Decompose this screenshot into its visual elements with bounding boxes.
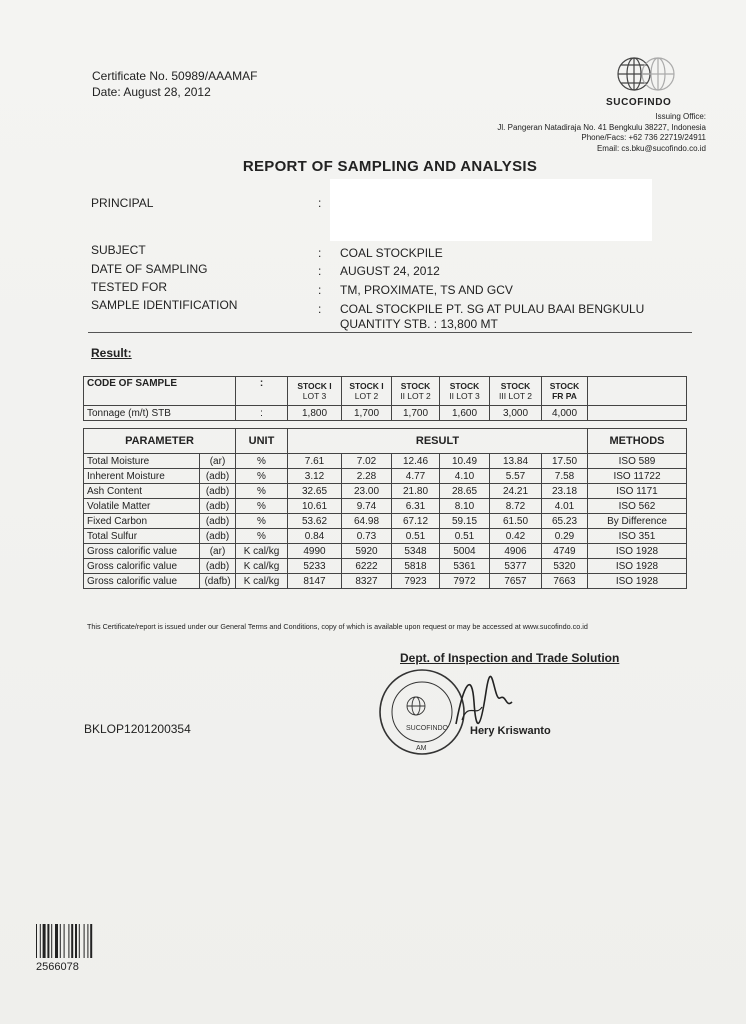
field-quantity-value: QUANTITY STB. : 13,800 MT <box>340 317 498 331</box>
unit-value: % <box>236 484 288 499</box>
result-value: 5.57 <box>490 469 542 484</box>
field-sample-id-label: SAMPLE IDENTIFICATION <box>91 298 238 312</box>
result-value: 17.50 <box>542 454 588 469</box>
divider-line <box>88 332 692 333</box>
tonnage-colon: : <box>236 406 288 421</box>
result-heading: Result: <box>91 346 132 360</box>
unit-value: % <box>236 529 288 544</box>
result-value: 64.98 <box>342 514 392 529</box>
field-principal-colon: : <box>318 196 322 210</box>
tonnage-value: 1,600 <box>440 406 490 421</box>
field-sampling-date-colon: : <box>318 264 322 278</box>
result-value: 10.61 <box>288 499 342 514</box>
sample-header: STOCK II LOT 2 <box>392 377 440 406</box>
parameter-name: Gross calorific value <box>84 544 200 559</box>
methods-header: METHODS <box>588 429 687 454</box>
issuer-email: Email: cs.bku@sucofindo.co.id <box>596 143 706 153</box>
issuer-logo-text: SUCOFINDO <box>606 97 672 108</box>
result-value: 5818 <box>392 559 440 574</box>
barcode-number: 2566078 <box>36 961 79 973</box>
parameter-basis: (adb) <box>200 559 236 574</box>
table-row <box>84 529 687 544</box>
parameter-name: Total Moisture <box>84 454 200 469</box>
parameter-name: Inherent Moisture <box>84 469 200 484</box>
field-subject-colon: : <box>318 246 322 260</box>
result-value: 6222 <box>342 559 392 574</box>
result-value: 7.02 <box>342 454 392 469</box>
result-value: 7.58 <box>542 469 588 484</box>
table-row <box>84 514 687 529</box>
redaction-box <box>330 179 652 241</box>
sample-header: STOCK I LOT 3 <box>288 377 342 406</box>
certificate-header <box>92 68 257 100</box>
code-of-sample-colon: : <box>236 377 288 406</box>
result-value: 59.15 <box>440 514 490 529</box>
result-value: 5004 <box>440 544 490 559</box>
field-principal-label: PRINCIPAL <box>91 196 154 210</box>
issuing-office-block <box>376 112 706 154</box>
result-value: 0.51 <box>440 529 490 544</box>
sample-header: STOCK FR PA <box>542 377 588 406</box>
document-number: BKLOP1201200354 <box>84 722 191 736</box>
table-row <box>84 484 687 499</box>
method-value: ISO 351 <box>588 529 687 544</box>
unit-value: % <box>236 469 288 484</box>
terms-footnote: This Certificate/report is issued under our General Terms and Conditions, copy of which is available upon request or may be accessed at www.sucofindo.co.id <box>87 622 588 631</box>
tonnage-value: 1,800 <box>288 406 342 421</box>
result-value: 3.12 <box>288 469 342 484</box>
result-value: 8147 <box>288 574 342 589</box>
result-value: 5320 <box>542 559 588 574</box>
unit-header: UNIT <box>236 429 288 454</box>
result-value: 28.65 <box>440 484 490 499</box>
unit-value: % <box>236 499 288 514</box>
tonnage-value: 1,700 <box>342 406 392 421</box>
parameter-basis: (ar) <box>200 454 236 469</box>
stamp-text: SUCOFINDO <box>406 725 448 732</box>
table-row <box>84 574 687 589</box>
result-value: 21.80 <box>392 484 440 499</box>
parameter-basis: (adb) <box>200 484 236 499</box>
result-value: 4906 <box>490 544 542 559</box>
result-value: 5233 <box>288 559 342 574</box>
tonnage-value: 3,000 <box>490 406 542 421</box>
parameter-name: Fixed Carbon <box>84 514 200 529</box>
parameter-name: Gross calorific value <box>84 574 200 589</box>
result-value: 5361 <box>440 559 490 574</box>
parameter-name: Ash Content <box>84 484 200 499</box>
field-subject-value: COAL STOCKPILE <box>340 246 443 260</box>
tonnage-value: 1,700 <box>392 406 440 421</box>
result-value: 0.84 <box>288 529 342 544</box>
field-sample-id-colon: : <box>318 302 322 316</box>
method-value: ISO 11722 <box>588 469 687 484</box>
result-value: 8327 <box>342 574 392 589</box>
result-value: 4749 <box>542 544 588 559</box>
result-value: 61.50 <box>490 514 542 529</box>
unit-value: K cal/kg <box>236 559 288 574</box>
result-value: 32.65 <box>288 484 342 499</box>
parameter-basis: (adb) <box>200 529 236 544</box>
parameter-basis: (ar) <box>200 544 236 559</box>
result-value: 4.01 <box>542 499 588 514</box>
parameter-name: Total Sulfur <box>84 529 200 544</box>
method-value: ISO 1171 <box>588 484 687 499</box>
method-value: ISO 589 <box>588 454 687 469</box>
sample-header: STOCK III LOT 2 <box>490 377 542 406</box>
result-value: 8.10 <box>440 499 490 514</box>
barcode-icon <box>36 924 106 958</box>
certificate-date: Date: August 28, 2012 <box>92 85 211 99</box>
issuing-office-label: Issuing Office: <box>655 112 706 121</box>
result-value: 7.61 <box>288 454 342 469</box>
unit-value: % <box>236 514 288 529</box>
official-stamp-icon <box>376 662 516 762</box>
results-header-row <box>84 429 687 454</box>
empty-cell <box>588 406 687 421</box>
result-value: 7663 <box>542 574 588 589</box>
department-name: Dept. of Inspection and Trade Solution <box>400 651 620 665</box>
unit-value: % <box>236 454 288 469</box>
issuer-address: Jl. Pangeran Natadiraja No. 41 Bengkulu 38227, Indonesia <box>497 122 706 132</box>
field-tested-for-value: TM, PROXIMATE, TS AND GCV <box>340 283 513 297</box>
field-subject-label: SUBJECT <box>91 243 146 257</box>
result-value: 7657 <box>490 574 542 589</box>
method-value: ISO 1928 <box>588 559 687 574</box>
result-value: 9.74 <box>342 499 392 514</box>
unit-value: K cal/kg <box>236 574 288 589</box>
field-tested-for-label: TESTED FOR <box>91 280 168 294</box>
parameter-basis: (adb) <box>200 469 236 484</box>
field-sampling-date-label: DATE OF SAMPLING <box>91 262 208 276</box>
tonnage-row <box>84 406 687 421</box>
stamp-sub-text: AM <box>416 745 427 752</box>
result-header: RESULT <box>288 429 588 454</box>
result-value: 24.21 <box>490 484 542 499</box>
result-value: 8.72 <box>490 499 542 514</box>
result-value: 23.00 <box>342 484 392 499</box>
table-row <box>84 454 687 469</box>
tonnage-value: 4,000 <box>542 406 588 421</box>
certificate-number: Certificate No. 50989/AAAMAF <box>92 69 258 83</box>
parameter-basis: (dafb) <box>200 574 236 589</box>
result-value: 5377 <box>490 559 542 574</box>
sample-code-row <box>84 377 687 406</box>
result-value: 7923 <box>392 574 440 589</box>
result-value: 0.73 <box>342 529 392 544</box>
sample-header: STOCK I LOT 2 <box>342 377 392 406</box>
result-value: 4.10 <box>440 469 490 484</box>
parameter-basis: (adb) <box>200 499 236 514</box>
sample-header: STOCK II LOT 3 <box>440 377 490 406</box>
parameter-name: Gross calorific value <box>84 559 200 574</box>
method-value: ISO 562 <box>588 499 687 514</box>
result-value: 53.62 <box>288 514 342 529</box>
issuer-phone: Phone/Facs: +62 736 22719/24911 <box>581 133 706 142</box>
parameter-name: Volatile Matter <box>84 499 200 514</box>
field-sample-id-value: COAL STOCKPILE PT. SG AT PULAU BAAI BENGKULU <box>340 302 645 316</box>
method-value: ISO 1928 <box>588 574 687 589</box>
result-value: 0.29 <box>542 529 588 544</box>
report-title: REPORT OF SAMPLING AND ANALYSIS <box>242 158 538 175</box>
sample-code-table <box>83 376 687 421</box>
result-value: 13.84 <box>490 454 542 469</box>
results-table <box>83 428 687 589</box>
tonnage-label: Tonnage (m/t) STB <box>84 406 236 421</box>
sucofindo-logo-icon <box>612 54 702 120</box>
code-of-sample-label: CODE OF SAMPLE <box>84 377 236 406</box>
empty-cell <box>588 377 687 406</box>
result-value: 65.23 <box>542 514 588 529</box>
result-value: 23.18 <box>542 484 588 499</box>
result-value: 6.31 <box>392 499 440 514</box>
field-sampling-date-value: AUGUST 24, 2012 <box>340 264 440 278</box>
field-tested-for-colon: : <box>318 283 322 297</box>
result-value: 67.12 <box>392 514 440 529</box>
unit-value: K cal/kg <box>236 544 288 559</box>
table-row <box>84 469 687 484</box>
method-value: By Difference <box>588 514 687 529</box>
result-value: 7972 <box>440 574 490 589</box>
result-value: 0.42 <box>490 529 542 544</box>
result-value: 4.77 <box>392 469 440 484</box>
parameter-basis: (adb) <box>200 514 236 529</box>
result-value: 0.51 <box>392 529 440 544</box>
result-value: 12.46 <box>392 454 440 469</box>
result-value: 2.28 <box>342 469 392 484</box>
result-value: 10.49 <box>440 454 490 469</box>
signer-name: Hery Kriswanto <box>470 725 551 737</box>
result-value: 5348 <box>392 544 440 559</box>
table-row <box>84 544 687 559</box>
result-value: 4990 <box>288 544 342 559</box>
method-value: ISO 1928 <box>588 544 687 559</box>
parameter-header: PARAMETER <box>84 429 236 454</box>
table-row <box>84 499 687 514</box>
result-value: 5920 <box>342 544 392 559</box>
table-row <box>84 559 687 574</box>
